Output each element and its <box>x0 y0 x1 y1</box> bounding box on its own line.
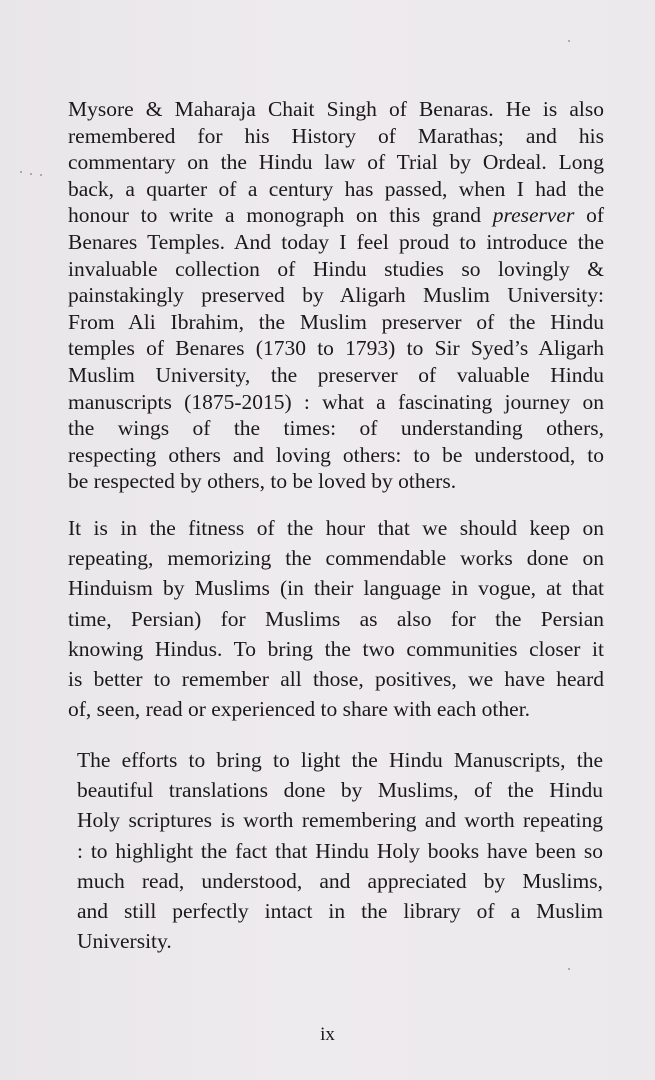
italic-word: preserver <box>492 203 575 228</box>
text-line: time, Persian) for Muslims as also for the Persian <box>68 606 604 631</box>
text-line: respecting others and loving others: to be understood, to <box>68 442 604 467</box>
text-line: the wings of the times: of understanding others, <box>68 416 604 441</box>
text-line: manuscripts (1875-2015) : what a fascinating journey on <box>68 389 604 414</box>
text-line: From Ali Ibrahim, the Muslim preserver of the Hindu <box>68 309 604 334</box>
scan-speck <box>568 40 570 42</box>
text-line: It is in the fitness of the hour that we should keep on <box>68 516 604 540</box>
text-line: much read, understood, and appreciated by Muslims, <box>77 868 603 893</box>
text-run: honour to write a monograph on this grand <box>68 203 493 228</box>
scan-speck <box>20 171 22 173</box>
scan-speck <box>30 173 32 175</box>
text-line: repeating, memorizing the commendable works done on <box>68 546 604 571</box>
text-line: painstakingly preserved by Aligarh Muslim University: <box>68 283 604 308</box>
text-line <box>68 202 604 229</box>
text-line: University. <box>77 929 172 954</box>
text-line: Mysore & Maharaja Chait Singh of Benaras. He is also <box>68 97 604 121</box>
text-line: : to highlight the fact that Hindu Holy books have been so <box>77 838 603 863</box>
text-line: remembered for his History of Marathas; and his <box>68 123 604 148</box>
text-line: invaluable collection of Hindu studies so lovingly & <box>68 256 604 281</box>
text-line: and still perfectly intact in the library of a Muslim <box>77 898 603 923</box>
text-line: back, a quarter of a century has passed, when I had the <box>68 176 604 201</box>
text-run: of <box>574 203 604 228</box>
text-line: Hinduism by Muslims (in their language in vogue, at that <box>68 576 604 601</box>
text-line: is better to remember all those, positives, we have heard <box>68 666 604 691</box>
text-line: of, seen, read or experienced to share with each other. <box>68 697 531 722</box>
paragraph <box>68 513 604 724</box>
text-line: temples of Benares (1730 to 1793) to Sir Syed’s Aligarh <box>68 336 604 361</box>
text-line: Muslim University, the preserver of valuable Hindu <box>68 362 604 387</box>
text-line: Holy scriptures is worth remembering and worth repeating <box>77 808 603 833</box>
scan-speck <box>568 968 570 970</box>
text-line: The efforts to bring to light the Hindu Manuscripts, the <box>77 748 603 772</box>
text-line: commentary on the Hindu law of Trial by Ordeal. Long <box>68 150 604 175</box>
text-line: beautiful translations done by Muslims, of the Hindu <box>77 778 603 803</box>
text-line: be respected by others, to be loved by others. <box>68 469 457 494</box>
page-number: ix <box>320 1024 335 1045</box>
scan-speck <box>40 174 42 176</box>
paragraph <box>77 745 603 956</box>
text-line: Benares Temples. And today I feel proud to introduce the <box>68 229 604 254</box>
text-line: knowing Hindus. To bring the two communities closer it <box>68 636 604 661</box>
paragraph <box>68 96 604 495</box>
